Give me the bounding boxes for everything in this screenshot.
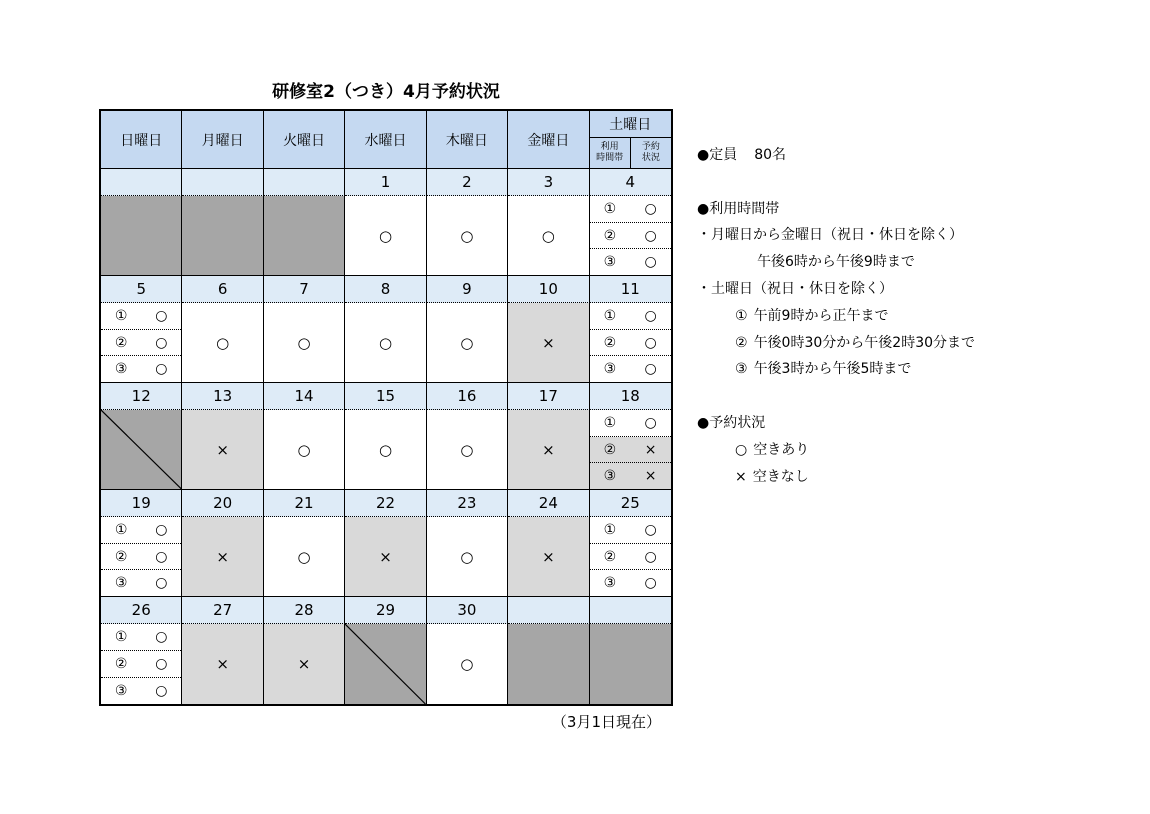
day-status-cell bbox=[427, 196, 508, 276]
slot-number: ① bbox=[735, 307, 748, 324]
time-slot-row bbox=[590, 303, 671, 330]
status-mark: ○ bbox=[297, 547, 311, 566]
capacity-value: 80名 bbox=[754, 147, 787, 163]
subheader-line: 予約 bbox=[641, 142, 660, 152]
slot-number: ① bbox=[603, 200, 617, 217]
weekday-header-label: 土曜日 bbox=[590, 111, 671, 138]
date-cell bbox=[101, 169, 182, 196]
day-status-cell bbox=[264, 517, 345, 597]
notes-panel bbox=[697, 142, 1117, 490]
legend-full bbox=[697, 464, 1117, 491]
date-cell: 19 bbox=[101, 490, 182, 517]
date-cell: 5 bbox=[101, 276, 182, 303]
day-status-cell bbox=[345, 517, 426, 597]
status-mark: ○ bbox=[460, 333, 474, 352]
slot-status-mark: ○ bbox=[155, 307, 168, 324]
page-title: 研修室2（つき）4月予約状況 bbox=[272, 82, 500, 102]
date-cell: 7 bbox=[264, 276, 345, 303]
saturday-hours-label: ・土曜日（祝日・休日を除く） bbox=[697, 280, 893, 297]
date-cell: 9 bbox=[427, 276, 508, 303]
capacity-line bbox=[697, 142, 1117, 169]
slot-number: ② bbox=[603, 334, 617, 351]
slot-status-mark: ○ bbox=[644, 575, 657, 592]
closed-day-cell bbox=[590, 624, 671, 704]
time-slot-row bbox=[101, 303, 181, 330]
time-slot-row bbox=[101, 651, 181, 678]
date-cell bbox=[590, 597, 671, 624]
status-mark: ○ bbox=[297, 440, 311, 459]
date-cell: 29 bbox=[345, 597, 426, 624]
reservation-status-subheader bbox=[630, 138, 671, 168]
slot-number: ③ bbox=[603, 468, 617, 485]
status-mark: × bbox=[379, 547, 392, 566]
subheader-line: 時間帯 bbox=[596, 153, 624, 163]
slot-status-mark: ○ bbox=[155, 334, 168, 351]
subheader-line: 利用 bbox=[600, 142, 619, 152]
slot-time: 午前9時から正午まで bbox=[753, 307, 889, 324]
saturday-slot-1 bbox=[697, 303, 1117, 330]
slot-number: ② bbox=[603, 441, 617, 458]
as-of-date: （3月1日現在） bbox=[551, 713, 661, 731]
slot-status-mark: ○ bbox=[155, 521, 168, 538]
status-legend-heading: ●予約状況 bbox=[697, 414, 766, 431]
day-status-cell bbox=[264, 624, 345, 704]
date-cell: 4 bbox=[590, 169, 671, 196]
time-slot-row bbox=[101, 330, 181, 357]
date-cell: 18 bbox=[590, 383, 671, 410]
time-slot-row bbox=[101, 678, 181, 704]
time-slot-row bbox=[101, 570, 181, 596]
closed-day-cell bbox=[264, 196, 345, 276]
status-mark: × bbox=[297, 655, 311, 673]
slot-status-mark: × bbox=[644, 441, 657, 458]
status-mark: ○ bbox=[541, 226, 555, 245]
time-slot-subheader bbox=[590, 138, 630, 168]
time-slot-row bbox=[101, 517, 181, 544]
spacer bbox=[697, 169, 1117, 196]
date-cell bbox=[508, 597, 589, 624]
slot-number: ① bbox=[114, 521, 128, 538]
time-slot-row bbox=[101, 544, 181, 571]
slot-number: ③ bbox=[114, 575, 128, 592]
day-status-cell bbox=[345, 410, 426, 490]
slot-status-mark: × bbox=[644, 468, 657, 485]
date-cell: 2 bbox=[427, 169, 508, 196]
slot-status-mark: ○ bbox=[644, 521, 657, 538]
date-cell: 24 bbox=[508, 490, 589, 517]
time-slot-row bbox=[590, 410, 671, 437]
status-mark: × bbox=[216, 547, 229, 566]
day-status-cell bbox=[182, 410, 263, 490]
weekday-hours-time: 午後6時から午後9時まで bbox=[757, 254, 915, 271]
day-status-cell bbox=[427, 517, 508, 597]
status-mark: ○ bbox=[378, 440, 393, 459]
date-cell: 27 bbox=[182, 597, 263, 624]
slot-number: ② bbox=[114, 656, 128, 672]
slot-number: ③ bbox=[603, 361, 617, 378]
day-status-cell bbox=[508, 410, 589, 490]
day-status-cell bbox=[508, 196, 589, 276]
date-cell: 17 bbox=[508, 383, 589, 410]
time-slot-cell bbox=[101, 303, 182, 383]
day-status-cell bbox=[427, 624, 508, 704]
saturday-subheaders bbox=[590, 138, 671, 168]
slot-number: ② bbox=[114, 334, 128, 351]
closed-day-cell bbox=[345, 624, 426, 704]
weekday-header: 日曜日 bbox=[101, 111, 182, 169]
weekday-header: 木曜日 bbox=[427, 111, 508, 169]
status-mark: ○ bbox=[460, 440, 474, 459]
date-cell bbox=[264, 169, 345, 196]
day-status-cell bbox=[264, 410, 345, 490]
slot-status-mark: ○ bbox=[155, 683, 168, 699]
slot-time: 午後0時30分から午後2時30分まで bbox=[753, 334, 976, 351]
capacity-heading: ●定員 bbox=[697, 147, 738, 163]
day-status-cell bbox=[508, 517, 589, 597]
legend-mark: × bbox=[735, 468, 747, 485]
time-slot-row bbox=[590, 570, 671, 596]
date-cell: 6 bbox=[182, 276, 263, 303]
date-cell: 23 bbox=[427, 490, 508, 517]
slot-status-mark: ○ bbox=[155, 361, 168, 378]
date-cell: 26 bbox=[101, 597, 182, 624]
date-cell: 30 bbox=[427, 597, 508, 624]
slot-status-mark: ○ bbox=[644, 334, 657, 351]
status-mark: ○ bbox=[378, 333, 393, 352]
time-slot-cell bbox=[590, 196, 671, 276]
date-cell: 22 bbox=[345, 490, 426, 517]
time-slot-row bbox=[590, 196, 671, 223]
date-cell: 13 bbox=[182, 383, 263, 410]
slot-status-mark: ○ bbox=[644, 254, 657, 271]
status-mark: ○ bbox=[297, 333, 311, 352]
subheader-line: 状況 bbox=[641, 153, 660, 163]
weekday-hours-label: ・月曜日から金曜日（祝日・休日を除く） bbox=[697, 227, 963, 244]
status-mark: × bbox=[216, 440, 229, 459]
date-cell: 11 bbox=[590, 276, 671, 303]
time-slot-row bbox=[590, 330, 671, 357]
legend-text: 空きなし bbox=[752, 468, 809, 485]
closed-day-cell bbox=[101, 410, 182, 490]
status-mark: × bbox=[542, 333, 555, 352]
slot-number: ③ bbox=[114, 683, 128, 699]
day-status-cell bbox=[508, 303, 589, 383]
slot-status-mark: ○ bbox=[644, 361, 657, 378]
weekday-header: 月曜日 bbox=[182, 111, 263, 169]
date-cell: 28 bbox=[264, 597, 345, 624]
closed-day-cell bbox=[182, 196, 263, 276]
time-slot-row bbox=[590, 223, 671, 250]
status-mark: ○ bbox=[460, 655, 474, 673]
time-slot-row bbox=[590, 544, 671, 571]
slot-number: ② bbox=[603, 548, 617, 565]
day-status-cell bbox=[182, 303, 263, 383]
date-cell: 16 bbox=[427, 383, 508, 410]
status-mark: × bbox=[216, 655, 229, 673]
date-cell bbox=[182, 169, 263, 196]
time-slot-cell bbox=[101, 517, 182, 597]
status-mark: × bbox=[542, 547, 555, 566]
slot-status-mark: ○ bbox=[155, 656, 168, 672]
legend-text: 空きあり bbox=[753, 441, 810, 458]
day-status-cell bbox=[182, 624, 263, 704]
slot-status-mark: ○ bbox=[644, 200, 657, 217]
date-cell: 21 bbox=[264, 490, 345, 517]
slot-number: ② bbox=[735, 334, 748, 351]
time-slot-row bbox=[590, 463, 671, 489]
status-mark: ○ bbox=[460, 226, 474, 245]
date-cell: 25 bbox=[590, 490, 671, 517]
time-slot-row bbox=[590, 249, 671, 275]
slot-status-mark: ○ bbox=[155, 548, 168, 565]
day-status-cell bbox=[427, 410, 508, 490]
legend-mark: ○ bbox=[735, 441, 748, 458]
slot-number: ② bbox=[114, 548, 128, 565]
slot-number: ① bbox=[114, 307, 128, 324]
status-mark: × bbox=[542, 440, 555, 459]
slot-time: 午後3時から午後5時まで bbox=[753, 361, 912, 378]
day-status-cell bbox=[345, 196, 426, 276]
saturday-slot-3 bbox=[697, 356, 1117, 383]
slot-status-mark: ○ bbox=[644, 307, 657, 324]
time-slot-cell bbox=[590, 303, 671, 383]
time-slot-row bbox=[101, 356, 181, 382]
day-status-cell bbox=[345, 303, 426, 383]
slot-number: ① bbox=[603, 414, 617, 431]
time-slot-row bbox=[101, 624, 181, 651]
day-status-cell bbox=[427, 303, 508, 383]
time-slot-row bbox=[590, 437, 671, 464]
day-status-cell bbox=[264, 303, 345, 383]
slot-number: ② bbox=[603, 227, 617, 244]
slot-number: ③ bbox=[735, 361, 748, 378]
hours-heading: ●利用時間帯 bbox=[697, 200, 780, 217]
spacer bbox=[697, 383, 1117, 410]
legend-available bbox=[697, 437, 1117, 464]
slot-number: ① bbox=[603, 521, 617, 538]
weekday-header: 金曜日 bbox=[508, 111, 589, 169]
diagonal-line bbox=[101, 410, 181, 489]
status-mark: ○ bbox=[216, 333, 230, 352]
reservation-calendar bbox=[99, 109, 673, 706]
time-slot-cell bbox=[101, 624, 182, 704]
time-slot-cell bbox=[590, 517, 671, 597]
date-cell: 1 bbox=[345, 169, 426, 196]
date-cell: 20 bbox=[182, 490, 263, 517]
slot-number: ③ bbox=[114, 361, 128, 378]
slot-status-mark: ○ bbox=[644, 414, 657, 431]
slot-number: ① bbox=[114, 629, 128, 645]
time-slot-row bbox=[590, 517, 671, 544]
time-slot-row bbox=[590, 356, 671, 382]
date-cell: 12 bbox=[101, 383, 182, 410]
slot-status-mark: ○ bbox=[155, 629, 168, 645]
weekday-header: 火曜日 bbox=[264, 111, 345, 169]
date-cell: 15 bbox=[345, 383, 426, 410]
time-slot-cell bbox=[590, 410, 671, 490]
status-mark: ○ bbox=[378, 226, 393, 245]
closed-day-cell bbox=[508, 624, 589, 704]
weekday-header-saturday bbox=[590, 111, 671, 169]
slot-number: ③ bbox=[603, 254, 617, 271]
slot-status-mark: ○ bbox=[644, 548, 657, 565]
date-cell: 14 bbox=[264, 383, 345, 410]
date-cell: 3 bbox=[508, 169, 589, 196]
date-cell: 10 bbox=[508, 276, 589, 303]
day-status-cell bbox=[182, 517, 263, 597]
weekday-header: 水曜日 bbox=[345, 111, 426, 169]
slot-status-mark: ○ bbox=[644, 227, 657, 244]
diagonal-line bbox=[345, 624, 425, 704]
slot-number: ① bbox=[603, 307, 617, 324]
slot-status-mark: ○ bbox=[155, 575, 168, 592]
slot-number: ③ bbox=[603, 575, 617, 592]
date-cell: 8 bbox=[345, 276, 426, 303]
closed-day-cell bbox=[101, 196, 182, 276]
status-mark: ○ bbox=[460, 547, 474, 566]
saturday-slot-2 bbox=[697, 330, 1117, 357]
